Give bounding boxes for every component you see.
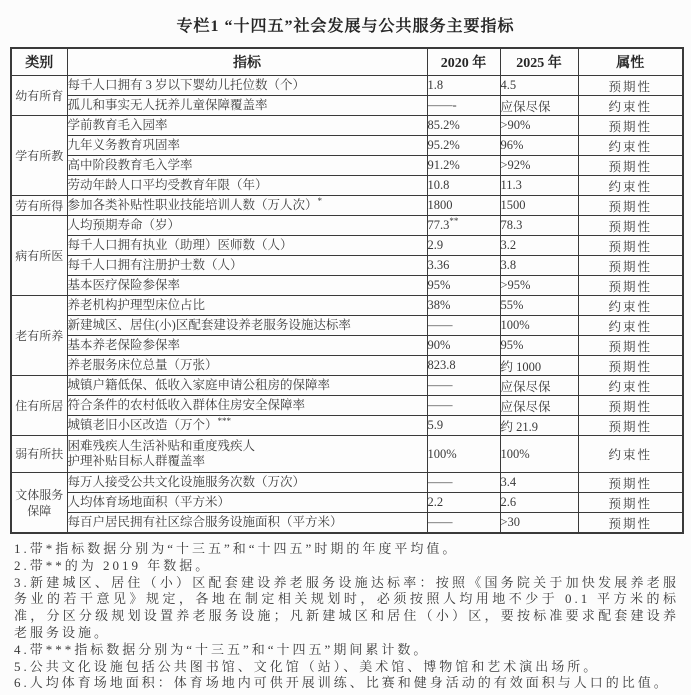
col-header-2025: 2025 年 (500, 48, 578, 76)
value-2025-cell: >30 (500, 513, 578, 534)
value-2020-cell: 2.2 (427, 493, 500, 513)
indicator-footnote-marker: *** (217, 415, 232, 426)
attribute-cell: 预期性 (578, 493, 683, 513)
table-row (11, 276, 683, 296)
value-2020-cell: 3.36 (427, 256, 500, 276)
value-2020-cell: 1.8 (427, 76, 500, 96)
value-2025-cell: 100% (500, 436, 578, 473)
table-row (11, 296, 683, 316)
footnote: 4.带***指标数据分别为“十三五”和“十四五”期间累计数。 (14, 641, 430, 657)
attribute-cell: 预期性 (578, 513, 683, 534)
table-row (11, 116, 683, 136)
footnotes (14, 541, 679, 692)
value-2025-cell: 3.2 (500, 236, 578, 256)
footnote: 5.公共文化设施包括公共图书馆、文化馆（站）、美术馆、博物馆和艺术演出场所。 (14, 658, 600, 674)
indicator-cell: 参加各类补贴性职业技能培训人数（万人次）* (67, 196, 427, 216)
indicator-cell: 符合条件的农村低收入群体住房安全保障率 (67, 396, 427, 416)
table-row (11, 376, 683, 396)
indicator-cell: 养老服务床位总量（万张） (67, 356, 427, 376)
table-row (11, 416, 683, 436)
value-2025-cell: 95% (500, 336, 578, 356)
col-header-attribute: 属性 (578, 48, 683, 76)
table-row (11, 436, 683, 473)
indicators-table (10, 47, 684, 534)
value-2025-cell: 3.8 (500, 256, 578, 276)
attribute-cell: 预期性 (578, 216, 683, 236)
attribute-cell: 约束性 (578, 296, 683, 316)
attribute-cell: 预期性 (578, 236, 683, 256)
category-cell: 病有所医 (11, 216, 67, 296)
category-cell: 老有所养 (11, 296, 67, 376)
value-2020-cell: 100% (427, 436, 500, 473)
table-row (11, 396, 683, 416)
attribute-cell: 预期性 (578, 76, 683, 96)
value-2020-cell: 90% (427, 336, 500, 356)
table-row (11, 136, 683, 156)
attribute-cell: 预期性 (578, 276, 683, 296)
table-row (11, 196, 683, 216)
attribute-cell: 预期性 (578, 156, 683, 176)
table-row (11, 236, 683, 256)
value-2020-cell: 5.9 (427, 416, 500, 436)
indicator-cell: 人均体育场地面积（平方米） (67, 493, 427, 513)
table-row (11, 473, 683, 493)
indicator-cell: 基本医疗保险参保率 (67, 276, 427, 296)
category-cell: 学有所教 (11, 116, 67, 196)
value-2025-cell: 约 21.9 (500, 416, 578, 436)
value-2025-cell: 55% (500, 296, 578, 316)
value-2025-cell: 100% (500, 316, 578, 336)
category-cell: 文体服务保障 (11, 473, 67, 534)
value-2025-cell: 78.3 (500, 216, 578, 236)
indicator-cell: 每千人口拥有注册护士数（人） (67, 256, 427, 276)
indicator-cell: 城镇户籍低保、低收入家庭申请公租房的保障率 (67, 376, 427, 396)
category-cell: 劳有所得 (11, 196, 67, 216)
value-2025-cell: 约 1000 (500, 356, 578, 376)
indicator-footnote-marker: * (317, 195, 323, 206)
value-2025-cell: >95% (500, 276, 578, 296)
indicator-cell: 新建城区、居住(小)区配套建设养老服务设施达标率 (67, 316, 427, 336)
value-2020-cell: 823.8 (427, 356, 500, 376)
value-2020-cell: 38% (427, 296, 500, 316)
attribute-cell: 约束性 (578, 96, 683, 116)
value-2025-cell: 2.6 (500, 493, 578, 513)
value-2025-cell: >90% (500, 116, 578, 136)
value-2025-cell: 应保尽保 (500, 376, 578, 396)
col-header-indicator: 指标 (67, 48, 427, 76)
attribute-cell: 预期性 (578, 473, 683, 493)
footnote: 6.人均体育场地面积：体育场地内可供开展训练、比赛和健身活动的有效面积与人口的比值。 (14, 675, 670, 691)
indicator-cell: 每万人接受公共文化设施服务次数（万次） (67, 473, 427, 493)
indicator-cell: 养老机构护理型床位占比 (67, 296, 427, 316)
value-2025-cell: 应保尽保 (500, 96, 578, 116)
table-header-row (11, 48, 683, 76)
table-row (11, 96, 683, 116)
value-2025-cell: 3.4 (500, 473, 578, 493)
attribute-cell: 约束性 (578, 136, 683, 156)
category-cell: 幼有所育 (11, 76, 67, 116)
table-row (11, 76, 683, 96)
value-2025-cell: 1500 (500, 196, 578, 216)
table-row (11, 493, 683, 513)
table-row (11, 176, 683, 196)
attribute-cell: 约束性 (578, 176, 683, 196)
attribute-cell: 预期性 (578, 396, 683, 416)
indicator-cell: 学前教育毛入园率 (67, 116, 427, 136)
value-2020-cell: —— (427, 473, 500, 493)
value-2020-cell: —— (427, 396, 500, 416)
indicator-cell: 人均预期寿命（岁） (67, 216, 427, 236)
value-2020-cell: 77.3** (427, 216, 500, 236)
value-2020-cell: —— (427, 513, 500, 534)
col-header-category: 类别 (11, 48, 67, 76)
value-2020-cell: 85.2% (427, 116, 500, 136)
value-2025-cell: 应保尽保 (500, 396, 578, 416)
attribute-cell: 预期性 (578, 256, 683, 276)
indicator-cell: 基本养老保险参保率 (67, 336, 427, 356)
value-2020-cell: —— (427, 376, 500, 396)
attribute-cell: 预期性 (578, 416, 683, 436)
indicator-cell: 孤儿和事实无人抚养儿童保障覆盖率 (67, 96, 427, 116)
attribute-cell: 预期性 (578, 196, 683, 216)
category-cell: 住有所居 (11, 376, 67, 436)
table-row (11, 316, 683, 336)
attribute-cell: 约束性 (578, 376, 683, 396)
page-title: 专栏1 “十四五”社会发展与公共服务主要指标 (176, 18, 515, 35)
footnote: 1.带*指标数据分别为“十三五”和“十四五”时期的年度平均值。 (14, 541, 459, 556)
indicator-cell: 每千人口拥有 3 岁以下婴幼儿托位数（个） (67, 76, 427, 96)
attribute-cell: 约束性 (578, 436, 683, 473)
attribute-cell: 预期性 (578, 116, 683, 136)
table-row (11, 356, 683, 376)
indicator-cell: 每千人口拥有执业（助理）医师数（人） (67, 236, 427, 256)
indicator-cell: 困难残疾人生活补贴和重度残疾人 护理补贴目标人群覆盖率 (67, 436, 427, 473)
category-cell: 弱有所扶 (11, 436, 67, 473)
value-footnote-marker: ** (449, 215, 459, 226)
value-2020-cell: 95% (427, 276, 500, 296)
value-2020-cell: 1800 (427, 196, 500, 216)
table-row (11, 256, 683, 276)
value-2020-cell: 95.2% (427, 136, 500, 156)
table-row (11, 513, 683, 534)
table-row (11, 336, 683, 356)
attribute-cell: 预期性 (578, 356, 683, 376)
value-2020-cell: 10.8 (427, 176, 500, 196)
indicator-cell: 每百户居民拥有社区综合服务设施面积（平方米） (67, 513, 427, 534)
footnote: 3.新建城区、居住（小）区配套建设养老服务设施达标率：按照《国务院关于加快发展养老服务业的若干意见》规定，各地在制定相关规划时，必须按照人均用地不少于 0.1 平方米的标准，分区分级规划设置养老服务设施；凡新建城区和居住（小）区，要按标准要求配套建设养老服务设施。 (14, 574, 679, 640)
value-2020-cell: 2.9 (427, 236, 500, 256)
indicator-cell: 劳动年龄人口平均受教育年限（年） (67, 176, 427, 196)
value-2025-cell: 11.3 (500, 176, 578, 196)
indicator-cell: 城镇老旧小区改造（万个）*** (67, 416, 427, 436)
indicator-cell: 九年义务教育巩固率 (67, 136, 427, 156)
value-2020-cell: ——- (427, 96, 500, 116)
value-2025-cell: 4.5 (500, 76, 578, 96)
footnote: 2.带**的为 2019 年数据。 (14, 557, 212, 573)
attribute-cell: 预期性 (578, 336, 683, 356)
value-2020-cell: 91.2% (427, 156, 500, 176)
value-2020-cell: —— (427, 316, 500, 336)
value-2025-cell: >92% (500, 156, 578, 176)
table-row (11, 216, 683, 236)
col-header-2020: 2020 年 (427, 48, 500, 76)
table-row (11, 156, 683, 176)
attribute-cell: 约束性 (578, 316, 683, 336)
value-2025-cell: 96% (500, 136, 578, 156)
indicator-cell: 高中阶段教育毛入学率 (67, 156, 427, 176)
